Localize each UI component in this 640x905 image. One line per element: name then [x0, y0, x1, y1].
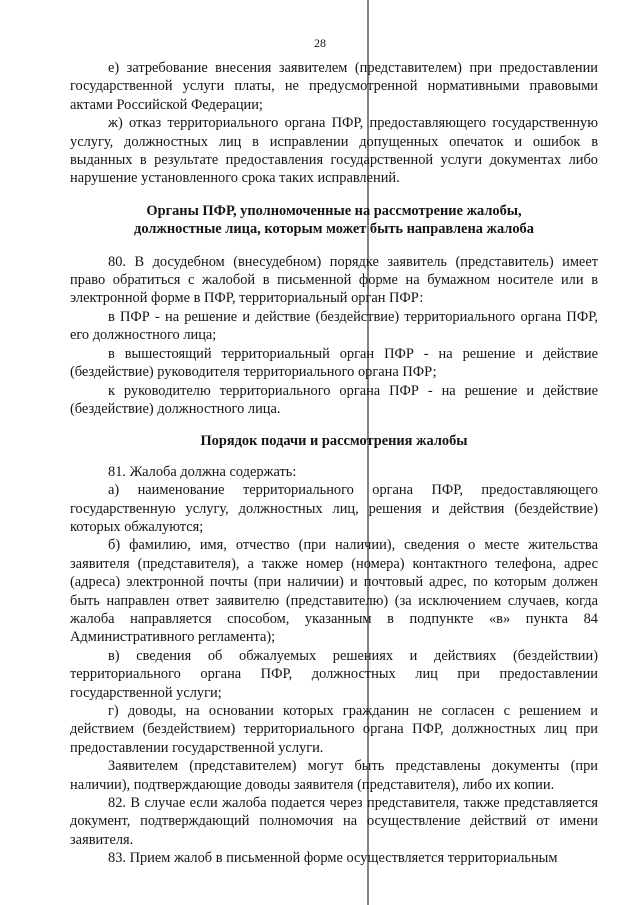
- section-heading-complaint-authorities: [70, 202, 598, 239]
- paragraph-81-v: в) сведения об обжалуемых решениях и действиях (бездействии) территориального органа ПФР, должностных лиц при предоставлении государственной услуги;: [70, 647, 598, 701]
- paragraph-81-b: б) фамилию, имя, отчество (при наличии), сведения о месте жительства заявителя (представителя), а также номер (номера) контактного телефона, адрес (адреса) электронной почты (при наличии) и почтовый адрес, по которым должен быть направлен ответ заявителю (представителю) (за исключением случаев, когда жалоба направляется способом, указанным в подпункте «в» пункта 84 Административного регламента);: [70, 537, 598, 646]
- paragraph-higher-body: в вышестоящий территориальный орган ПФР - на решение и действие (бездействие) руководителя территориального органа ПФР;: [70, 345, 598, 381]
- section-heading-complaint-procedure: [70, 432, 598, 450]
- paragraph-82: 82. В случае если жалоба подается через представителя, также представляется документ, подтверждающий полномочия на осуществление действий от имени заявителя.: [70, 795, 598, 848]
- paragraph-pfr: в ПФР - на решение и действие (бездействие) территориального органа ПФР, его должностного лица;: [70, 308, 598, 344]
- paragraph-81-g: г) доводы, на основании которых гражданин не согласен с решением и действием (бездействием) территориального органа ПФР, должностных лиц при предоставлении государственной услуги.: [70, 703, 598, 756]
- paragraph-documents: Заявителем (представителем) могут быть представлены документы (при наличии), подтверждающие доводы заявителя (представителя), либо их копии.: [70, 758, 598, 793]
- paragraph-item-zh: ж) отказ территориального органа ПФР, предоставляющего государственную услугу, должностных лиц в исправлении допущенных опечаток и ошибок в выданных в результате предоставления государственной услуги документах либо нарушение установленного срока таких исправлений.: [70, 115, 598, 187]
- paragraph-head-of-body: к руководителю территориального органа ПФР - на решение и действие (бездействие) должностного лица.: [70, 382, 598, 417]
- paragraph-81-a: а) наименование территориального органа ПФР, предоставляющего государственную услугу, должностных лиц, решения и действия (бездействие) которых обжалуются;: [70, 482, 598, 535]
- page-number: 28: [314, 36, 326, 50]
- document-body: [70, 59, 598, 868]
- heading-line-2: должностные лица, которым может быть направлена жалоба: [134, 221, 534, 238]
- heading-line-1: Органы ПФР, уполномоченные на рассмотрение жалобы,: [146, 202, 522, 219]
- paragraph-80: 80. В досудебном (внесудебном) порядке заявитель (представитель) имеет право обратиться с жалобой в письменной форме на бумажном носителе или в электронной форме в ПФР, территориальный орган ПФР:: [70, 253, 598, 307]
- paragraph-item-e: е) затребование внесения заявителем (представителем) при предоставлении государственной услуги платы, не предусмотренной нормативными правовыми актами Российской Федерации;: [70, 60, 598, 113]
- paragraph-83: 83. Прием жалоб в письменной форме осуществляется территориальным: [108, 850, 558, 867]
- heading-line: Порядок подачи и рассмотрения жалобы: [200, 433, 468, 450]
- paragraph-81: 81. Жалоба должна содержать:: [108, 463, 297, 480]
